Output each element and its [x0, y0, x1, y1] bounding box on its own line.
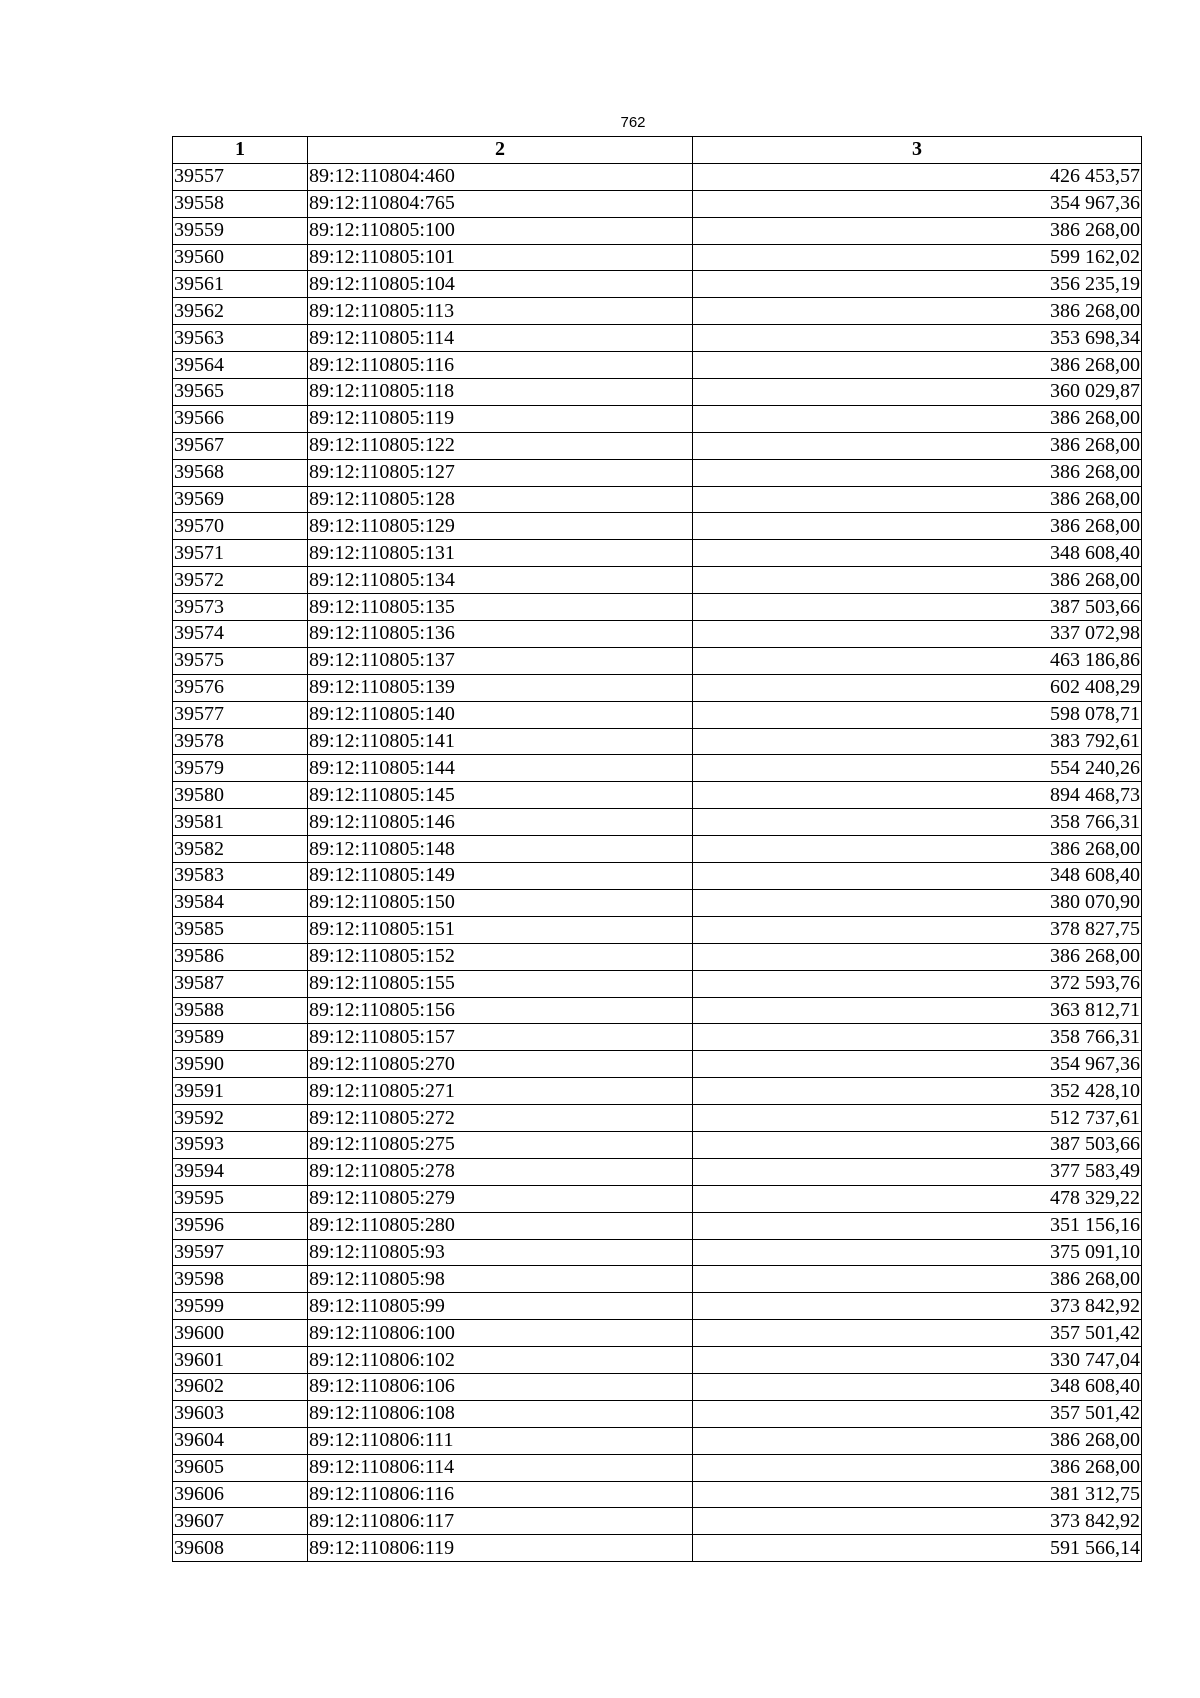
- row-number-cell: 39596: [173, 1212, 308, 1239]
- row-number-cell: 39594: [173, 1158, 308, 1185]
- value-cell: 348 608,40: [693, 863, 1142, 890]
- row-number-cell: 39573: [173, 594, 308, 621]
- value-cell: 386 268,00: [693, 432, 1142, 459]
- cadastral-number-cell: 89:12:110806:114: [308, 1454, 693, 1481]
- cadastral-number-cell: 89:12:110805:272: [308, 1105, 693, 1132]
- row-number-cell: 39607: [173, 1508, 308, 1535]
- value-cell: 353 698,34: [693, 325, 1142, 352]
- cadastral-number-cell: 89:12:110806:102: [308, 1347, 693, 1374]
- value-cell: 386 268,00: [693, 1427, 1142, 1454]
- cadastral-number-cell: 89:12:110806:116: [308, 1481, 693, 1508]
- table-row: [173, 405, 1142, 432]
- row-number-cell: 39584: [173, 889, 308, 916]
- value-cell: 352 428,10: [693, 1078, 1142, 1105]
- cadastral-number-cell: 89:12:110805:271: [308, 1078, 693, 1105]
- cadastral-number-cell: 89:12:110805:151: [308, 916, 693, 943]
- row-number-cell: 39572: [173, 567, 308, 594]
- value-cell: 357 501,42: [693, 1320, 1142, 1347]
- cadastral-number-cell: 89:12:110805:146: [308, 809, 693, 836]
- row-number-cell: 39570: [173, 513, 308, 540]
- table-row: [173, 701, 1142, 728]
- cadastral-number-cell: 89:12:110805:275: [308, 1131, 693, 1158]
- row-number-cell: 39577: [173, 701, 308, 728]
- value-cell: 380 070,90: [693, 889, 1142, 916]
- table-row: [173, 432, 1142, 459]
- row-number-cell: 39578: [173, 728, 308, 755]
- table-row: [173, 728, 1142, 755]
- cadastral-number-cell: 89:12:110805:118: [308, 379, 693, 406]
- row-number-cell: 39593: [173, 1131, 308, 1158]
- value-cell: 426 453,57: [693, 163, 1142, 190]
- value-cell: 386 268,00: [693, 405, 1142, 432]
- table-row: [173, 1239, 1142, 1266]
- cadastral-number-cell: 89:12:110805:270: [308, 1051, 693, 1078]
- cadastral-number-cell: 89:12:110805:131: [308, 540, 693, 567]
- row-number-cell: 39586: [173, 943, 308, 970]
- table-row: [173, 1158, 1142, 1185]
- value-cell: 386 268,00: [693, 486, 1142, 513]
- value-cell: 599 162,02: [693, 244, 1142, 271]
- cadastral-number-cell: 89:12:110805:98: [308, 1266, 693, 1293]
- table-row: [173, 1212, 1142, 1239]
- table-row: [173, 782, 1142, 809]
- row-number-cell: 39604: [173, 1427, 308, 1454]
- table-row: [173, 863, 1142, 890]
- cadastral-number-cell: 89:12:110805:157: [308, 1024, 693, 1051]
- value-cell: 386 268,00: [693, 943, 1142, 970]
- cadastral-number-cell: 89:12:110805:152: [308, 943, 693, 970]
- value-cell: 358 766,31: [693, 1024, 1142, 1051]
- value-cell: 373 842,92: [693, 1508, 1142, 1535]
- value-cell: 386 268,00: [693, 567, 1142, 594]
- table-row: [173, 594, 1142, 621]
- cadastral-number-cell: 89:12:110805:116: [308, 352, 693, 379]
- value-cell: 387 503,66: [693, 1131, 1142, 1158]
- row-number-cell: 39567: [173, 432, 308, 459]
- value-cell: 386 268,00: [693, 1454, 1142, 1481]
- row-number-cell: 39571: [173, 540, 308, 567]
- table-row: [173, 1051, 1142, 1078]
- table-row: [173, 647, 1142, 674]
- cadastral-number-cell: 89:12:110804:765: [308, 190, 693, 217]
- cadastral-number-cell: 89:12:110805:104: [308, 271, 693, 298]
- cadastral-number-cell: 89:12:110805:134: [308, 567, 693, 594]
- cadastral-number-cell: 89:12:110805:137: [308, 647, 693, 674]
- table-row: [173, 271, 1142, 298]
- header-row: [173, 137, 1142, 164]
- value-cell: 463 186,86: [693, 647, 1142, 674]
- value-cell: 386 268,00: [693, 836, 1142, 863]
- table-row: [173, 459, 1142, 486]
- value-cell: 330 747,04: [693, 1347, 1142, 1374]
- table-row: [173, 540, 1142, 567]
- row-number-cell: 39569: [173, 486, 308, 513]
- value-cell: 356 235,19: [693, 271, 1142, 298]
- value-cell: 554 240,26: [693, 755, 1142, 782]
- value-cell: 357 501,42: [693, 1400, 1142, 1427]
- row-number-cell: 39599: [173, 1293, 308, 1320]
- cadastral-number-cell: 89:12:110805:135: [308, 594, 693, 621]
- cadastral-number-cell: 89:12:110805:155: [308, 970, 693, 997]
- row-number-cell: 39603: [173, 1400, 308, 1427]
- row-number-cell: 39583: [173, 863, 308, 890]
- table-row: [173, 1427, 1142, 1454]
- table-row: [173, 621, 1142, 648]
- table-row: [173, 190, 1142, 217]
- value-cell: 591 566,14: [693, 1535, 1142, 1562]
- value-cell: 386 268,00: [693, 298, 1142, 325]
- row-number-cell: 39602: [173, 1373, 308, 1400]
- row-number-cell: 39587: [173, 970, 308, 997]
- row-number-cell: 39590: [173, 1051, 308, 1078]
- cadastral-number-cell: 89:12:110805:150: [308, 889, 693, 916]
- cadastral-number-cell: 89:12:110805:127: [308, 459, 693, 486]
- table-row: [173, 486, 1142, 513]
- row-number-cell: 39576: [173, 674, 308, 701]
- cadastral-number-cell: 89:12:110806:117: [308, 1508, 693, 1535]
- value-cell: 383 792,61: [693, 728, 1142, 755]
- column-header-1: 1: [173, 137, 308, 164]
- row-number-cell: 39566: [173, 405, 308, 432]
- value-cell: 894 468,73: [693, 782, 1142, 809]
- table-row: [173, 1454, 1142, 1481]
- row-number-cell: 39558: [173, 190, 308, 217]
- row-number-cell: 39582: [173, 836, 308, 863]
- value-cell: 386 268,00: [693, 1266, 1142, 1293]
- row-number-cell: 39592: [173, 1105, 308, 1132]
- table-row: [173, 1185, 1142, 1212]
- table-row: [173, 513, 1142, 540]
- cadastral-number-cell: 89:12:110805:148: [308, 836, 693, 863]
- value-cell: 363 812,71: [693, 997, 1142, 1024]
- table-row: [173, 352, 1142, 379]
- row-number-cell: 39597: [173, 1239, 308, 1266]
- table-row: [173, 1508, 1142, 1535]
- table-row: [173, 1481, 1142, 1508]
- cadastral-number-cell: 89:12:110805:144: [308, 755, 693, 782]
- row-number-cell: 39595: [173, 1185, 308, 1212]
- cadastral-number-cell: 89:12:110805:140: [308, 701, 693, 728]
- value-cell: 372 593,76: [693, 970, 1142, 997]
- row-number-cell: 39589: [173, 1024, 308, 1051]
- cadastral-number-cell: 89:12:110805:141: [308, 728, 693, 755]
- value-cell: 381 312,75: [693, 1481, 1142, 1508]
- row-number-cell: 39568: [173, 459, 308, 486]
- table-row: [173, 916, 1142, 943]
- table-row: [173, 567, 1142, 594]
- column-header-3: 3: [693, 137, 1142, 164]
- table-row: [173, 1078, 1142, 1105]
- cadastral-number-cell: 89:12:110806:119: [308, 1535, 693, 1562]
- value-cell: 348 608,40: [693, 540, 1142, 567]
- value-cell: 602 408,29: [693, 674, 1142, 701]
- cadastral-number-cell: 89:12:110805:119: [308, 405, 693, 432]
- value-cell: 387 503,66: [693, 594, 1142, 621]
- table-row: [173, 1373, 1142, 1400]
- cadastral-number-cell: 89:12:110805:100: [308, 217, 693, 244]
- table-body: [173, 163, 1142, 1561]
- value-cell: 358 766,31: [693, 809, 1142, 836]
- value-cell: 512 737,61: [693, 1105, 1142, 1132]
- value-cell: 373 842,92: [693, 1293, 1142, 1320]
- cadastral-number-cell: 89:12:110805:113: [308, 298, 693, 325]
- row-number-cell: 39562: [173, 298, 308, 325]
- row-number-cell: 39575: [173, 647, 308, 674]
- table-row: [173, 244, 1142, 271]
- value-cell: 375 091,10: [693, 1239, 1142, 1266]
- row-number-cell: 39580: [173, 782, 308, 809]
- cadastral-number-cell: 89:12:110805:278: [308, 1158, 693, 1185]
- row-number-cell: 39581: [173, 809, 308, 836]
- value-cell: 386 268,00: [693, 513, 1142, 540]
- table-row: [173, 755, 1142, 782]
- table-row: [173, 1293, 1142, 1320]
- cadastral-number-cell: 89:12:110805:145: [308, 782, 693, 809]
- table-row: [173, 970, 1142, 997]
- row-number-cell: 39563: [173, 325, 308, 352]
- table-row: [173, 1535, 1142, 1562]
- table-row: [173, 1347, 1142, 1374]
- row-number-cell: 39605: [173, 1454, 308, 1481]
- table-row: [173, 1320, 1142, 1347]
- column-header-2: 2: [308, 137, 693, 164]
- cadastral-number-cell: 89:12:110804:460: [308, 163, 693, 190]
- cadastral-number-cell: 89:12:110805:280: [308, 1212, 693, 1239]
- row-number-cell: 39598: [173, 1266, 308, 1293]
- cadastral-number-cell: 89:12:110805:156: [308, 997, 693, 1024]
- row-number-cell: 39606: [173, 1481, 308, 1508]
- value-cell: 478 329,22: [693, 1185, 1142, 1212]
- value-cell: 354 967,36: [693, 1051, 1142, 1078]
- cadastral-number-cell: 89:12:110805:279: [308, 1185, 693, 1212]
- table-row: [173, 997, 1142, 1024]
- table-row: [173, 379, 1142, 406]
- value-cell: 337 072,98: [693, 621, 1142, 648]
- table-header: [173, 137, 1142, 164]
- table-row: [173, 163, 1142, 190]
- table-row: [173, 298, 1142, 325]
- value-cell: 351 156,16: [693, 1212, 1142, 1239]
- table-row: [173, 1024, 1142, 1051]
- cadastral-number-cell: 89:12:110805:149: [308, 863, 693, 890]
- value-cell: 386 268,00: [693, 217, 1142, 244]
- row-number-cell: 39559: [173, 217, 308, 244]
- value-cell: 386 268,00: [693, 352, 1142, 379]
- cadastral-number-cell: 89:12:110805:93: [308, 1239, 693, 1266]
- value-cell: 378 827,75: [693, 916, 1142, 943]
- row-number-cell: 39557: [173, 163, 308, 190]
- row-number-cell: 39579: [173, 755, 308, 782]
- page-number: 762: [620, 114, 646, 131]
- row-number-cell: 39564: [173, 352, 308, 379]
- value-cell: 377 583,49: [693, 1158, 1142, 1185]
- cadastral-number-cell: 89:12:110805:129: [308, 513, 693, 540]
- cadastral-number-cell: 89:12:110805:99: [308, 1293, 693, 1320]
- table-row: [173, 217, 1142, 244]
- cadastral-number-cell: 89:12:110805:139: [308, 674, 693, 701]
- cadastral-number-cell: 89:12:110805:136: [308, 621, 693, 648]
- table-row: [173, 1105, 1142, 1132]
- cadastral-number-cell: 89:12:110806:100: [308, 1320, 693, 1347]
- value-cell: 348 608,40: [693, 1373, 1142, 1400]
- value-cell: 386 268,00: [693, 459, 1142, 486]
- cadastral-number-cell: 89:12:110805:101: [308, 244, 693, 271]
- cadastral-number-cell: 89:12:110806:106: [308, 1373, 693, 1400]
- row-number-cell: 39608: [173, 1535, 308, 1562]
- row-number-cell: 39591: [173, 1078, 308, 1105]
- row-number-cell: 39600: [173, 1320, 308, 1347]
- row-number-cell: 39565: [173, 379, 308, 406]
- row-number-cell: 39585: [173, 916, 308, 943]
- table-row: [173, 809, 1142, 836]
- table-row: [173, 1131, 1142, 1158]
- row-number-cell: 39574: [173, 621, 308, 648]
- cadastral-number-cell: 89:12:110805:122: [308, 432, 693, 459]
- table-row: [173, 836, 1142, 863]
- cadastral-number-cell: 89:12:110806:111: [308, 1427, 693, 1454]
- cadastral-number-cell: 89:12:110805:114: [308, 325, 693, 352]
- table-row: [173, 1400, 1142, 1427]
- table-row: [173, 889, 1142, 916]
- value-cell: 598 078,71: [693, 701, 1142, 728]
- row-number-cell: 39601: [173, 1347, 308, 1374]
- cadastral-number-cell: 89:12:110806:108: [308, 1400, 693, 1427]
- cadastral-number-cell: 89:12:110805:128: [308, 486, 693, 513]
- value-cell: 354 967,36: [693, 190, 1142, 217]
- value-cell: 360 029,87: [693, 379, 1142, 406]
- table-row: [173, 674, 1142, 701]
- data-table: [172, 136, 1142, 1562]
- row-number-cell: 39560: [173, 244, 308, 271]
- table-row: [173, 943, 1142, 970]
- row-number-cell: 39588: [173, 997, 308, 1024]
- table-row: [173, 325, 1142, 352]
- table-row: [173, 1266, 1142, 1293]
- row-number-cell: 39561: [173, 271, 308, 298]
